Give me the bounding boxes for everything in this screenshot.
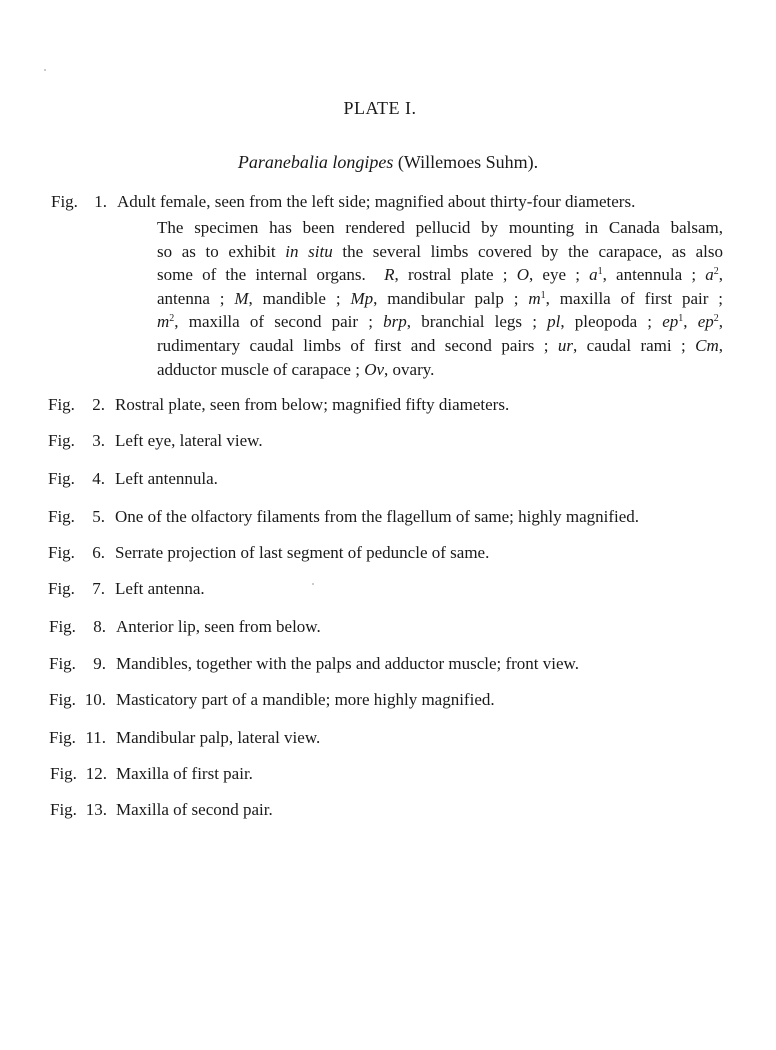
fig-label: Fig. — [49, 617, 76, 636]
species-name: Paranebalia longipes — [237, 152, 394, 172]
fig-1-line: adductor muscle of carapace ; Ov, ovary. — [157, 359, 435, 379]
fig-label: Fig. — [48, 395, 75, 414]
fig-text: Left antennula. — [115, 469, 218, 488]
fig-1-line: so as to exhibit in situ the several limbs covered by the carapace, as also — [157, 241, 723, 261]
fig-1-line: $m^2$, maxilla of second pair ; brp, branchial legs ; pl, pleopoda ; $ep^1$, $ep^2$, — [157, 312, 723, 332]
fig-label: Fig. — [48, 469, 75, 488]
fig-label: Fig. — [49, 690, 76, 709]
fig-label: Fig. — [51, 192, 78, 211]
fig-number: 13. — [85, 800, 107, 819]
fig-label: Fig. — [50, 764, 77, 783]
fig-text: One of the olfactory filaments from the flagellum of same; highly magnified. — [115, 507, 640, 526]
paper-speck — [44, 69, 46, 71]
fig-number: 12. — [85, 764, 107, 783]
fig-text: Masticatory part of a mandible; more highly magnified. — [116, 690, 495, 709]
fig-number: 4. — [92, 469, 105, 488]
fig-text: Mandibular palp, lateral view. — [116, 728, 321, 747]
fig-1-line: The specimen has been rendered pellucid by mounting in Canada balsam, — [157, 218, 723, 237]
fig-text: Adult female, seen from the left side; magnified about thirty-four diameters. — [117, 192, 636, 211]
fig-1-line: some of the internal organs. R, rostral plate ; O, eye ; $a^1$, antennula ; $a^2$, — [157, 265, 723, 285]
fig-label: Fig. — [50, 800, 77, 819]
fig-1-description — [157, 216, 723, 381]
fig-number: 2. — [92, 395, 105, 414]
fig-text: Anterior lip, seen from below. — [116, 617, 321, 636]
fig-number: 8. — [93, 617, 106, 636]
fig-number: 11. — [85, 728, 106, 747]
fig-label: Fig. — [48, 579, 75, 598]
paper-speck — [312, 583, 314, 585]
fig-text: Mandibles, together with the palps and adductor muscle; front view. — [116, 654, 579, 673]
fig-text: Serrate projection of last segment of peduncle of same. — [115, 543, 490, 562]
fig-number: 3. — [92, 431, 105, 450]
fig-number: 10. — [84, 690, 106, 709]
fig-label: Fig. — [48, 543, 75, 562]
fig-label: Fig. — [49, 654, 76, 673]
species-authority: (Willemoes Suhm). — [397, 152, 539, 172]
fig-1-line: rudimentary caudal limbs of first and second pairs ; ur, caudal rami ; Cm, — [157, 335, 723, 355]
fig-text: Left eye, lateral view. — [115, 431, 263, 450]
fig-number: 6. — [92, 543, 105, 562]
fig-number: 1. — [94, 192, 107, 211]
fig-text: Maxilla of first pair. — [116, 764, 253, 783]
plate-title: PLATE I. — [343, 98, 417, 118]
fig-label: Fig. — [48, 507, 75, 526]
fig-number: 9. — [93, 654, 106, 673]
fig-label: Fig. — [49, 728, 76, 747]
fig-text: Rostral plate, seen from below; magnified fifty diameters. — [115, 395, 510, 414]
plate-subtitle — [0, 152, 776, 173]
fig-number: 5. — [92, 507, 105, 526]
fig-label: Fig. — [48, 431, 75, 450]
fig-text: Maxilla of second pair. — [116, 800, 273, 819]
fig-1-line: antenna ; M, mandible ; Mp, mandibular palp ; $m^1$, maxilla of first pair ; — [157, 288, 723, 308]
fig-text: Left antenna. — [115, 579, 205, 598]
fig-number: 7. — [92, 579, 105, 598]
